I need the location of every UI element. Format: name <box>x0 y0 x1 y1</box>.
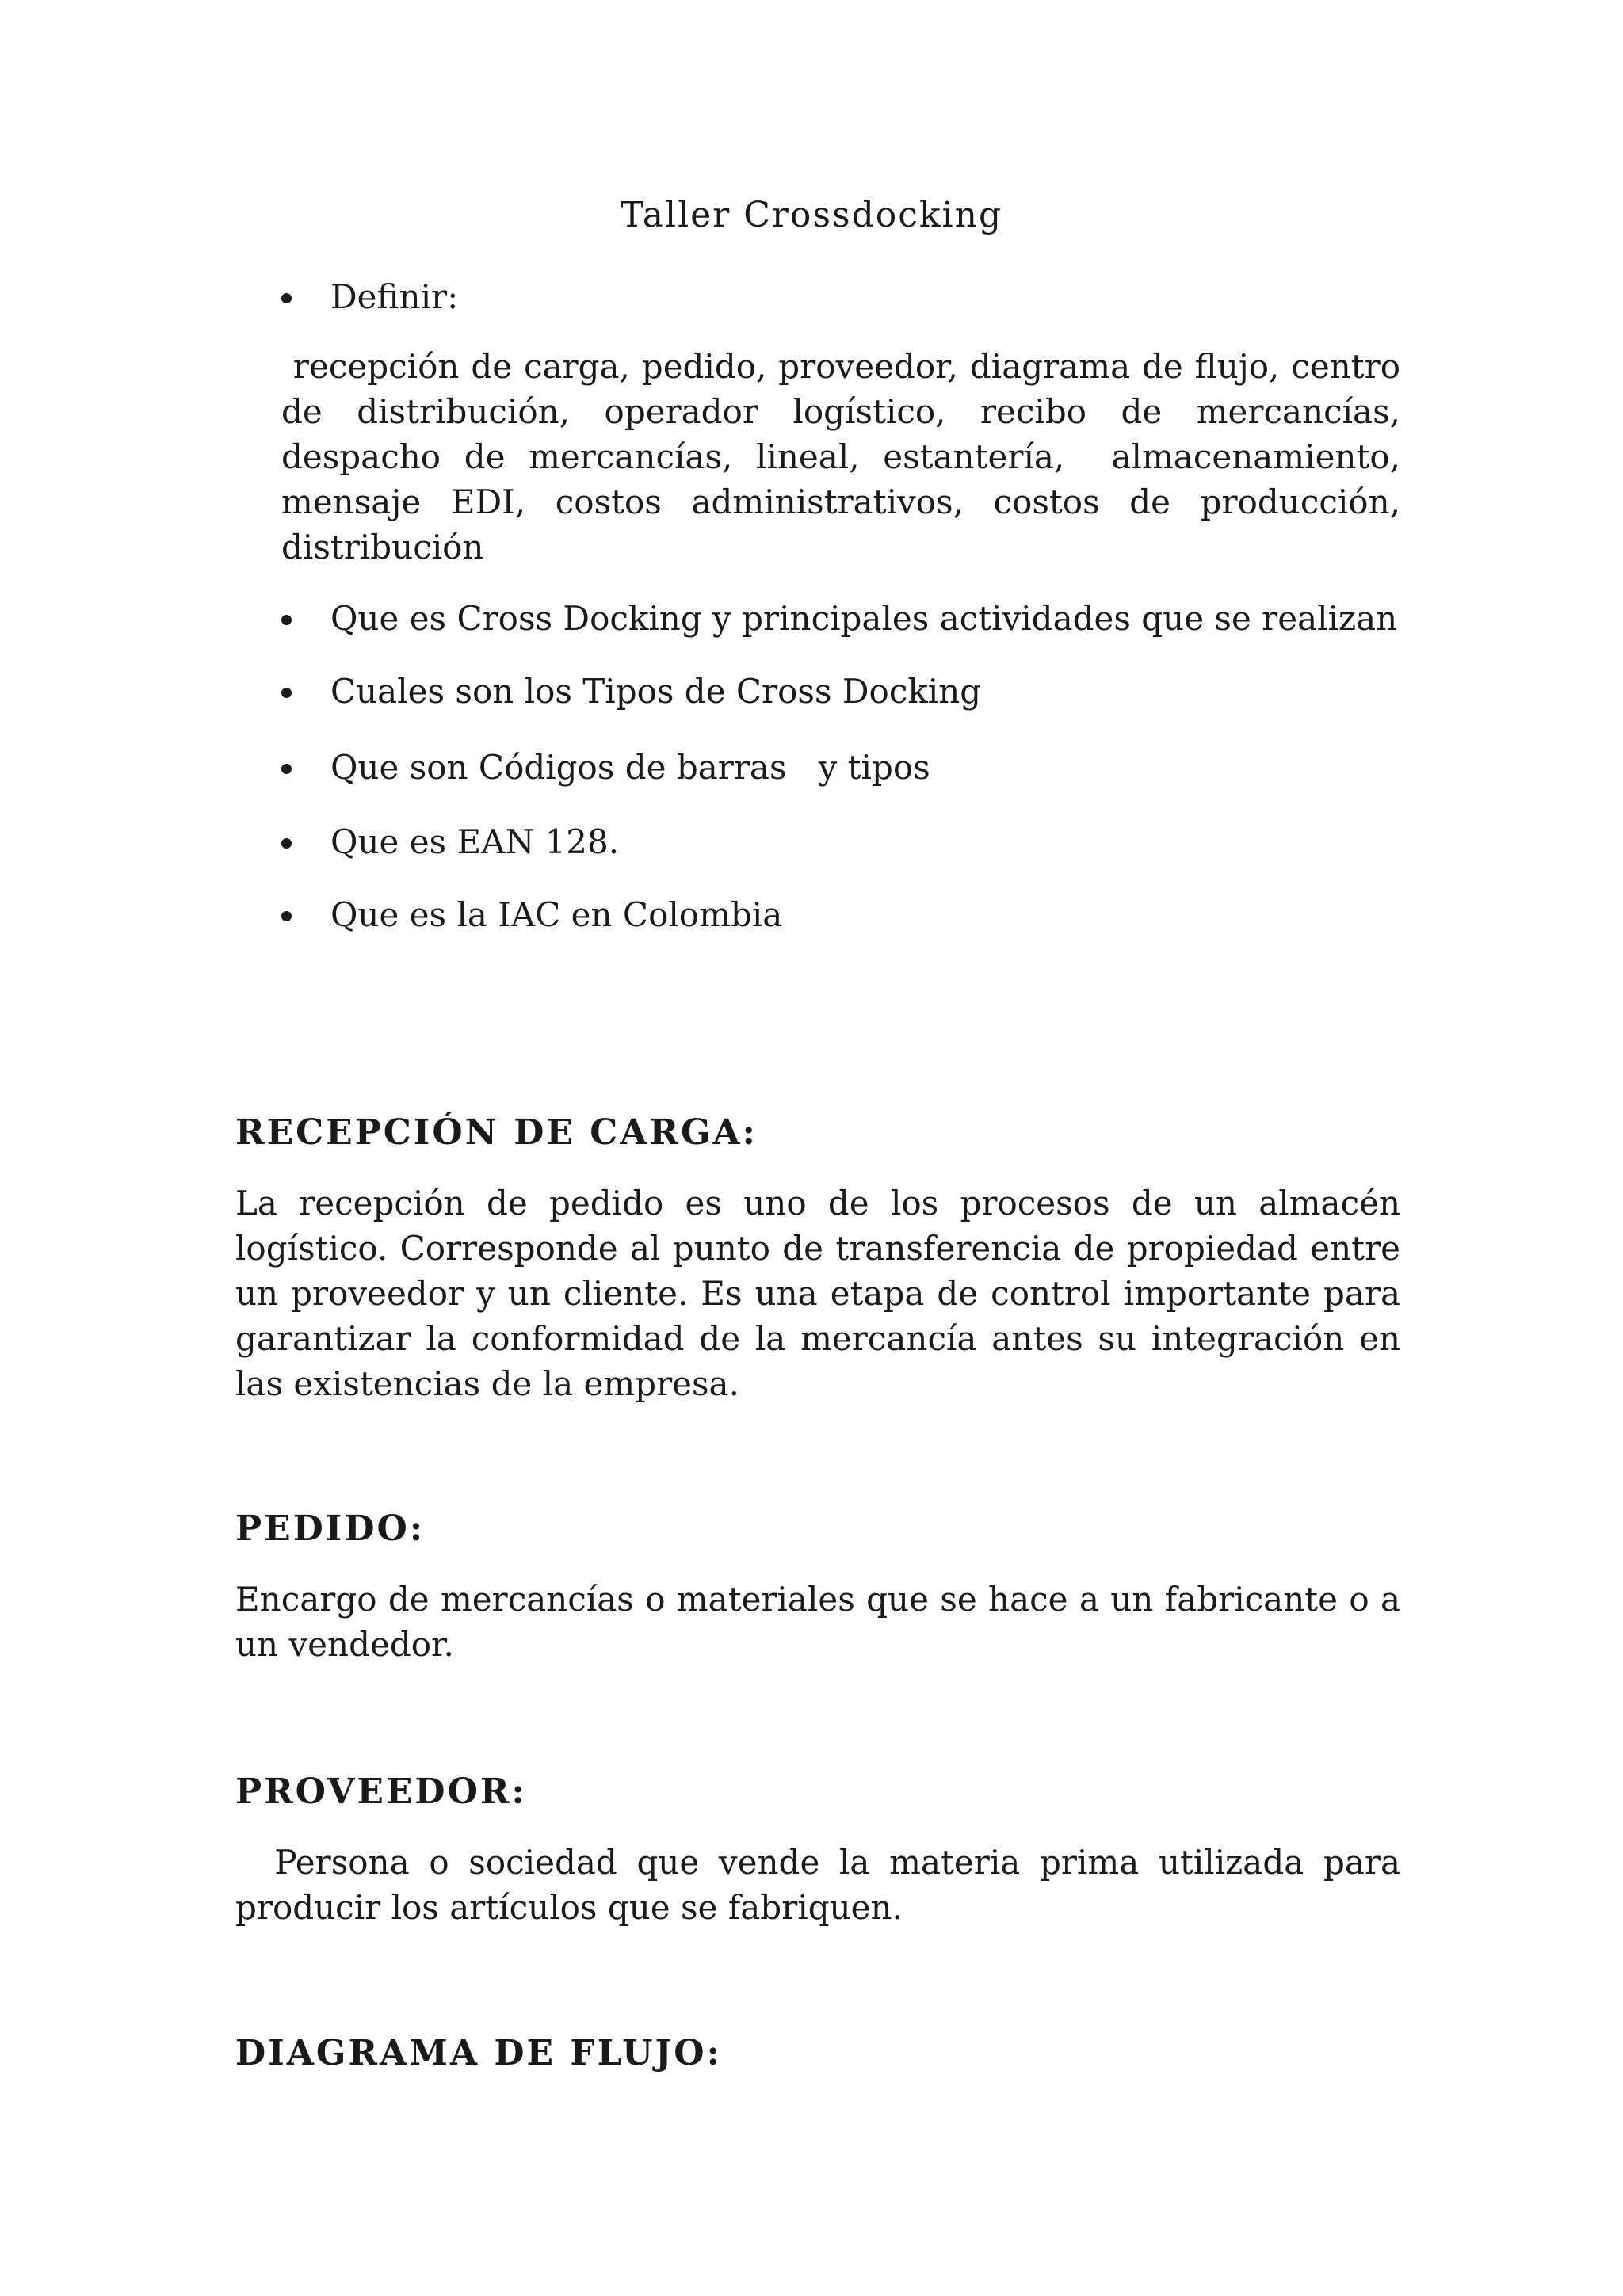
bullet-dot <box>281 764 292 774</box>
section-heading-recepcion: RECEPCIÓN DE CARGA: <box>235 1112 758 1153</box>
question-text: Que son Códigos de barras y tipos <box>330 748 930 787</box>
section-body-recepcion: La recepción de pedido es uno de los procesos de un almacén logístico. Corresponde al punto de transferencia de propiedad entre un proveedor y un cliente. Es una etapa de control importante para garantizar la conformidad de la mercancía antes su integración en las existencias de la empresa. <box>235 1184 1400 1403</box>
section-heading-proveedor: PROVEEDOR: <box>235 1772 527 1812</box>
terms-paragraph: recepción de carga, pedido, proveedor, diagrama de flujo, centro de distribución, operador logístico, recibo de mercancías, despacho de mercancías, lineal, estantería, almacenamiento, mensaje EDI, costos administrativos, costos de producción, distribución <box>281 347 1411 566</box>
section-body-proveedor: Persona o sociedad que vende la materia prima utilizada para producir los artículos que se fabriquen. <box>235 1843 1411 1927</box>
bullet-dot <box>281 688 292 698</box>
definir-label: Definir: <box>330 277 459 316</box>
question-text: Que es Cross Docking y principales actividades que se realizan <box>330 599 1398 638</box>
bullet-dot <box>281 615 292 625</box>
question-text: Cuales son los Tipos de Cross Docking <box>330 672 982 711</box>
bullet-dot <box>281 293 292 303</box>
bullet-dot <box>281 838 292 849</box>
section-heading-diagrama: DIAGRAMA DE FLUJO: <box>235 2033 722 2073</box>
section-body-pedido: Encargo de mercancías o materiales que se hace a un fabricante o a un vendedor. <box>235 1580 1400 1664</box>
question-text: Que es EAN 128. <box>330 822 620 861</box>
bullet-dot <box>281 911 292 921</box>
question-text: Que es la IAC en Colombia <box>330 895 783 934</box>
page-title: Taller Crossdocking <box>620 195 1003 235</box>
section-heading-pedido: PEDIDO: <box>235 1508 426 1549</box>
